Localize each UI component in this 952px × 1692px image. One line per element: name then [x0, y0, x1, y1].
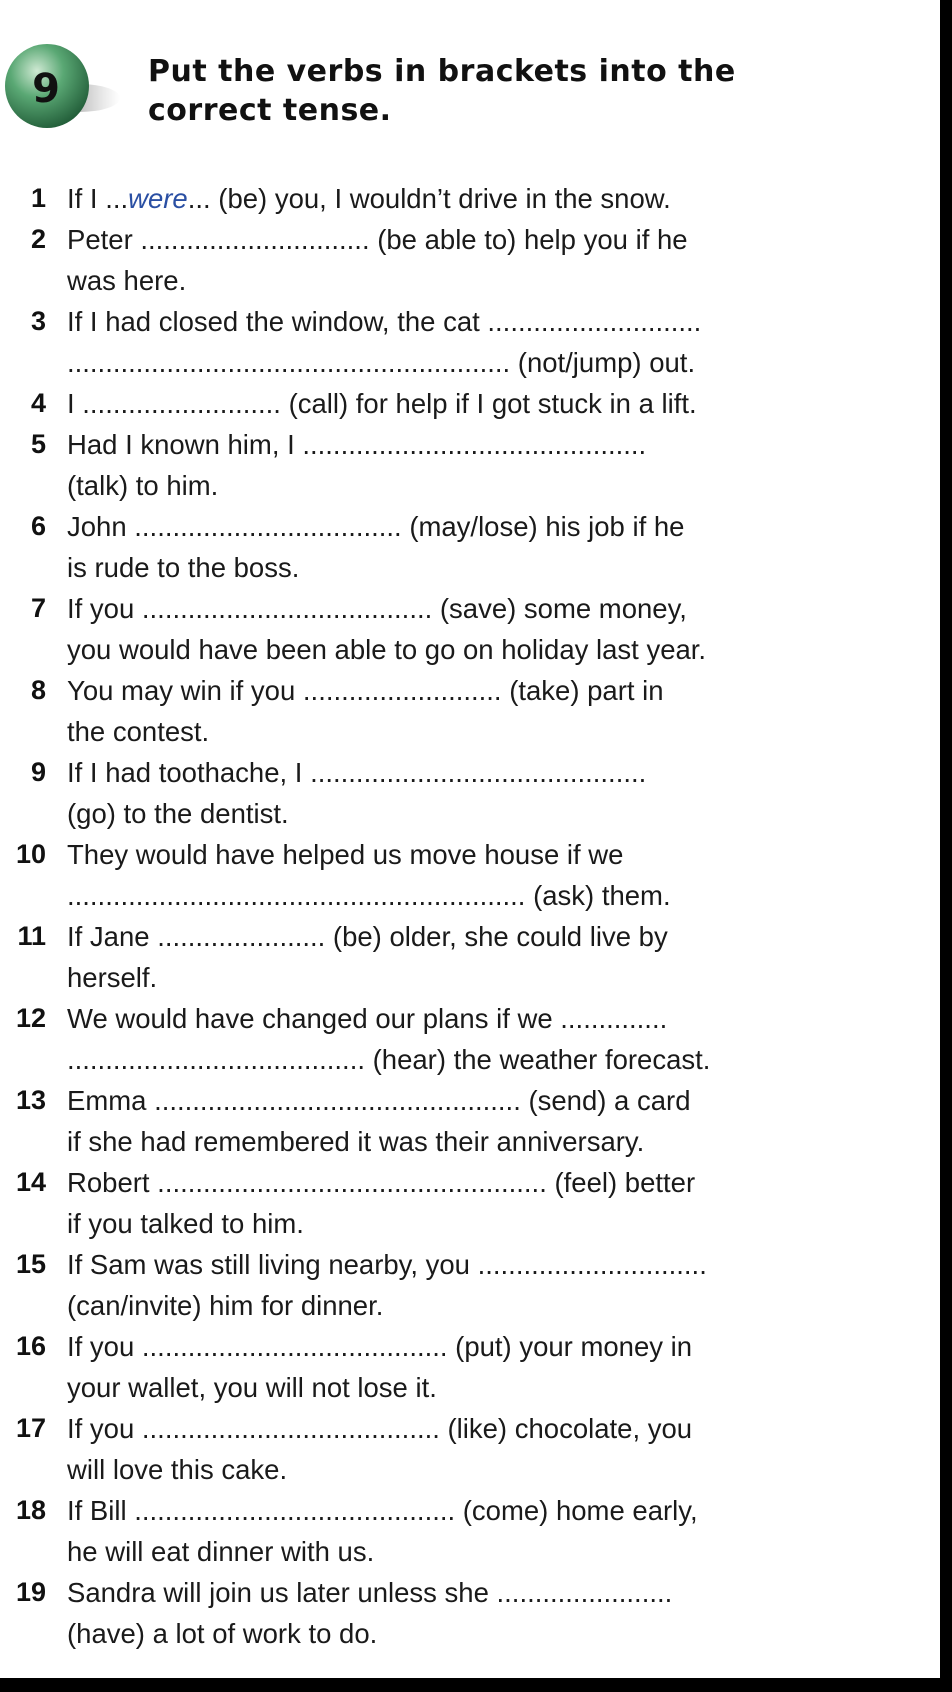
- exercise-item: [0, 1080, 940, 1162]
- item-text: If I had closed the window, the cat ............................ .......................................................... (not/jump) out.: [67, 306, 702, 378]
- item-text: If Sam was still living nearby, you .............................. (can/invite) him for dinner.: [67, 1249, 707, 1321]
- item-text: If I had toothache, I ............................................ (go) to the dentist.: [67, 757, 647, 829]
- exercise-item: [0, 588, 940, 670]
- item-number: 1: [30, 183, 46, 213]
- item-text: If you ........................................ (put) your money in your wallet, you will not lose it.: [67, 1331, 693, 1403]
- exercise-item: [0, 1408, 940, 1490]
- exercise-instruction: [148, 52, 768, 130]
- filled-answer: were: [128, 183, 188, 214]
- item-number: 18: [15, 1495, 46, 1525]
- item-number: 19: [15, 1577, 46, 1607]
- item-text: If you ....................................... (like) chocolate, you will love this cake.: [67, 1413, 693, 1485]
- exercise-item: [0, 1162, 940, 1244]
- item-text: Robert ................................................... (feel) better if you talked to him.: [67, 1167, 696, 1239]
- item-number: 12: [15, 1003, 46, 1033]
- exercise-item: [0, 1326, 940, 1408]
- item-number: 11: [17, 921, 46, 951]
- instruction-line-1: Put the verbs in brackets into the: [148, 54, 736, 89]
- exercise-item: [0, 178, 940, 219]
- exercise-item: [0, 383, 940, 424]
- item-text: If Jane ...................... (be) older, she could live by herself.: [67, 921, 668, 993]
- exercise-item: [0, 916, 940, 998]
- item-number: 13: [15, 1085, 46, 1115]
- item-text: Sandra will join us later unless she ....................... (have) a lot of work to do.: [67, 1577, 673, 1649]
- exercise-item: [0, 424, 940, 506]
- exercise-item: [0, 1572, 940, 1654]
- item-number: 14: [15, 1167, 46, 1197]
- item-text-post: ... (be) you, I wouldn’t drive in the snow.: [187, 183, 671, 214]
- exercise-items-list: [0, 178, 940, 1654]
- item-text-pre: If I ...: [67, 183, 129, 214]
- exercise-item: [0, 219, 940, 301]
- item-text: They would have helped us move house if we ............................................................ (ask) them.: [67, 839, 671, 911]
- item-number: 5: [30, 429, 46, 459]
- item-text: You may win if you .......................... (take) part in the contest.: [67, 675, 664, 747]
- exercise-item: [0, 670, 940, 752]
- exercise-item: [0, 1244, 940, 1326]
- exercise-item: [0, 998, 940, 1080]
- item-number: 10: [15, 839, 46, 869]
- item-number: 15: [15, 1249, 46, 1279]
- item-text: Emma ................................................ (send) a card if she had remembered it was their anniversary.: [67, 1085, 691, 1157]
- exercise-number-badge: [2, 40, 120, 132]
- item-text: If you ...................................... (save) some money, you would have been able to go on holiday last year.: [67, 593, 707, 665]
- item-number: 9: [30, 757, 46, 787]
- item-number: 2: [30, 224, 46, 254]
- item-number: 7: [30, 593, 46, 623]
- item-number: 3: [30, 306, 46, 336]
- item-number: 6: [30, 511, 46, 541]
- item-number: 17: [15, 1413, 46, 1443]
- item-text: If Bill .......................................... (come) home early, he will eat dinner with us.: [67, 1495, 698, 1567]
- exercise-item: [0, 301, 940, 383]
- exercise-item: [0, 506, 940, 588]
- item-text: We would have changed our plans if we .............. ....................................... (hear) the weather forecast.: [67, 1003, 711, 1075]
- item-text: Peter .............................. (be able to) help you if he was here.: [67, 224, 688, 296]
- item-number: 16: [15, 1331, 46, 1361]
- item-text: [67, 178, 837, 219]
- item-text: Had I known him, I ............................................. (talk) to him.: [67, 429, 647, 501]
- exercise-number: 9: [32, 66, 60, 112]
- item-number: 8: [30, 675, 46, 705]
- exercise-item: [0, 834, 940, 916]
- exercise-item: [0, 752, 940, 834]
- item-number: 4: [30, 388, 46, 418]
- exercise-item: [0, 1490, 940, 1572]
- item-text: I .......................... (call) for help if I got stuck in a lift.: [67, 388, 697, 419]
- item-text: John ................................... (may/lose) his job if he is rude to the boss.: [67, 511, 685, 583]
- instruction-line-2: correct tense.: [148, 93, 392, 128]
